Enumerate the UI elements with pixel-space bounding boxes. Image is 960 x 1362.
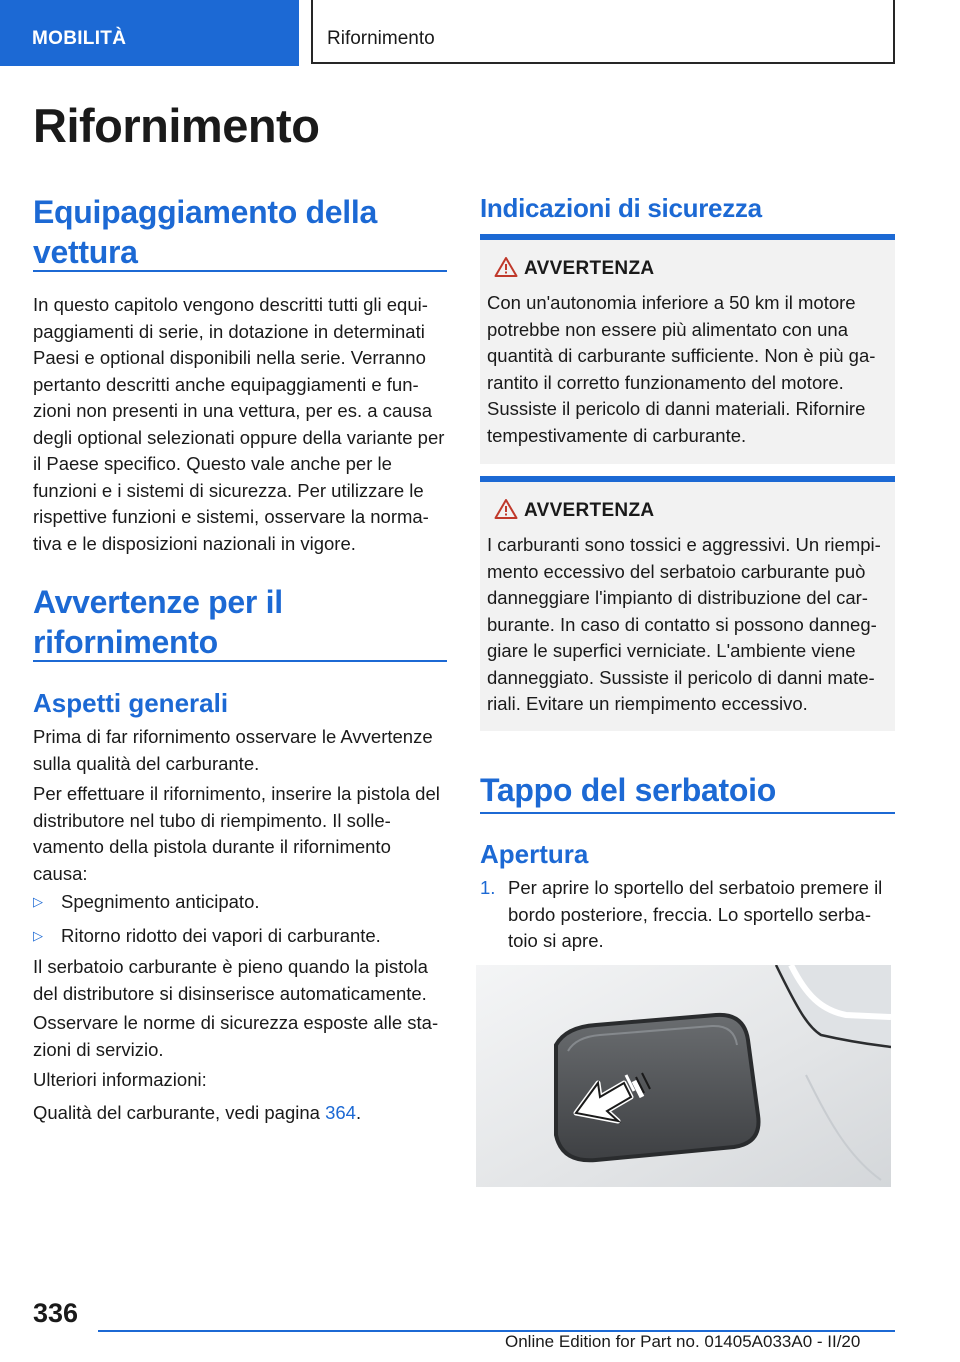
warning-text: Con un'autonomia inferiore a 50 km il motore potrebbe non essere più alimentato con una quantità di carburante sufficiente. Non è più ga-rantito il corretto funzionamento del motore. Sussiste il pericolo di danni materiali. Rifornire tempestivamente di carburante.	[487, 292, 876, 446]
page-reference: Qualità del carburante, vedi pagina 364.	[33, 1102, 362, 1123]
edition-note: Online Edition for Part no. 01405A033A0 - II/20	[505, 1332, 861, 1351]
safety-heading: Indicazioni di sicurezza	[480, 193, 762, 223]
page-title-tab: Rifornimento	[311, 0, 895, 64]
fuel-cap-heading: Tappo del serbatoio	[480, 772, 776, 808]
general-paragraph-4: Osservare le norme di sicurezza esposte alle sta-zioni di servizio.	[33, 1012, 439, 1060]
fuel-flap-illustration	[476, 965, 891, 1187]
warning-text: I carburanti sono tossici e aggressivi. Un riempi-mento eccessivo del serbatoio carburante può danneggiare l'impianto di distribuzione del car-burante. In caso di contatto si possono danneg-giare le superfici verniciate. L'ambiente viene danneggiato. Sussiste il pericolo di danni mate-riali. Evitare un riempimento eccessivo.	[487, 534, 881, 714]
opening-heading: Apertura	[480, 839, 589, 869]
warning-box	[480, 234, 895, 464]
heading-rule	[480, 812, 895, 814]
step-text: Per aprire lo sportello del serbatoio premere il bordo posteriore, freccia. Lo sportello serba-toio si apre.	[508, 877, 883, 951]
general-heading: Aspetti generali	[33, 688, 229, 718]
heading-rule	[33, 270, 447, 272]
triangle-bullet-icon: ▷	[33, 894, 43, 909]
triangle-bullet-icon: ▷	[33, 928, 43, 943]
more-info-label: Ulteriori informazioni:	[33, 1069, 207, 1090]
general-paragraph-2: Per effettuare il rifornimento, inserire la pistola del distributore nel tubo di riempimento. Il solle-vamento della pistola durante il rifornimento causa:	[33, 783, 440, 884]
warning-triangle-icon	[494, 256, 518, 278]
general-paragraph-1: Prima di far rifornimento osservare le Avvertenze sulla qualità del carburante.	[33, 726, 433, 774]
step-number: 1.	[480, 877, 496, 898]
page-reference-link[interactable]: 364	[325, 1102, 356, 1123]
warning-label: AVVERTENZA	[524, 258, 655, 279]
equipment-paragraph: In questo capitolo vengono descritti tutti gli equi-paggiamenti di serie, in dotazione in determinati Paesi e optional disponibili nella serie. Verranno pertanto descritti anche equipaggiamenti e fun-zioni non presenti in una vettura, per es. a causa degli optional selezionati oppure della variante per il Paese specifico. Questo vale anche per le funzioni e i sistemi di sicurezza. Per utilizzare le rispettive funzioni e sistemi, osservare la norma-tiva e le disposizioni nazionali in vigore.	[33, 294, 445, 554]
warning-box	[480, 476, 895, 731]
warning-triangle-icon	[494, 498, 518, 520]
section-tab: MOBILITÀ	[0, 0, 299, 66]
equipment-heading: Equipaggiamento della vettura	[33, 194, 377, 270]
page-header	[0, 0, 960, 66]
page-title: Rifornimento	[33, 99, 320, 152]
heading-rule	[33, 660, 447, 662]
warning-label: AVVERTENZA	[524, 500, 655, 521]
page-number: 336	[33, 1298, 79, 1328]
refuel-warnings-heading: Avvertenze per il rifornimento	[33, 584, 283, 660]
general-paragraph-3: Il serbatoio carburante è pieno quando la pistola del distributore si disinserisce automaticamente.	[33, 956, 428, 1004]
